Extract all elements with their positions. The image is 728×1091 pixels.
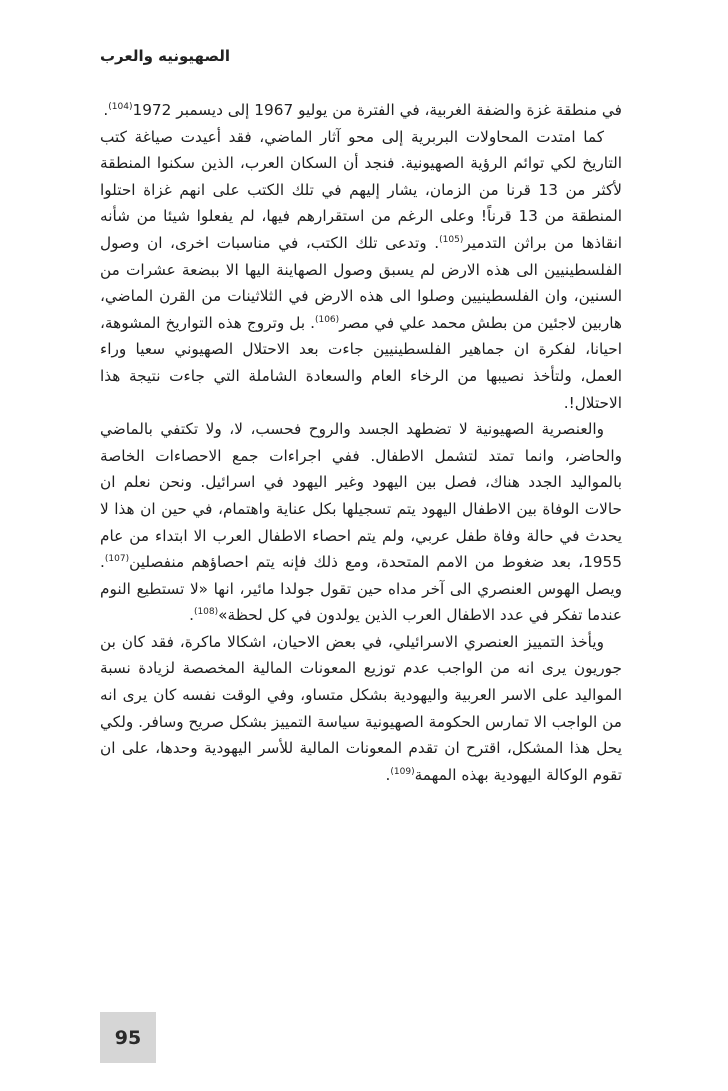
page-number-box [100,1012,156,1063]
paragraph-text: في منطقة غزة والضفة الغربية، في الفترة من يوليو 1967 إلى ديسمبر 1972 [132,101,622,119]
paragraph-text: ويأخذ التمييز العنصري الاسرائيلي، في بعض الاحيان، اشكالا ماكرة، فقد كان بن جوريون يرى انه من الواجب عدم توزيع المعونات المالية المخصصة لزيادة نسبة المواليد على الاسر العربية واليهودية بشكل متساو، وفي الوقت نفسه كان يرى انه من الواجب الا تمارس الحكومة الصهيونية سياسة التمييز بشكل صريح وسافر. ولكي يحل هذا المشكل، اقترح ان تقدم المعونات المالية للأسر اليهودية وحدها، على ان تقوم الوكالة اليهودية بهذه المهمة [100,632,622,784]
paragraph [100,97,622,124]
paragraph-text: كما امتدت المحاولات البربرية إلى محو آثار الماضي، فقد أعيدت صياغة كتب التاريخ لكي توائم الرؤية الصهيونية. فنجد أن السكان العرب، الذين سكنوا المنطقة لأكثر من 13 قرنا من الزمان، يشار إليهم في تلك الكتب على انهم غزاة احتلوا المنطقة من 13 قرناً! وعلى الرغم من استقرارهم فيها، لم يفعلوا شيئا من شأنه انقاذها من براثن التدمير [100,127,623,252]
body-text [100,97,622,788]
paragraph [100,416,622,629]
running-header: الصهيونيه والعرب [99,47,230,65]
page-number: 95 [114,1026,142,1049]
paragraph-text: والعنصرية الصهيونية لا تضطهد الجسد والروح فحسب، لا، ولا تكتفي بالماضي والحاضر، وانما تمتد لتشمل الاطفال. ففي اجراءات جمع الاحصاءات الخاصة بالمواليد الجدد هناك، فصل بين اليهود وغير اليهود في اسرائيل. ونحن نعلم ان حالات الوفاة بين الاطفال اليهود يتم تسجيلها بكل عناية واهتمام، في حين ان هذا لا يحدث في حالة وفاة طفل عربي، ولم يتم احصاء الاطفال العرب الا ابتداء من عام 1955، بعد ضغوط من الامم المتحدة، ومع ذلك فإنه يتم احصاؤهم منفصلين [100,420,622,572]
paragraph-text: . [103,101,109,119]
footnote-reference: (107) [104,554,130,564]
paragraph-text: . وتدعى تلك الكتب، في مناسبات اخرى، ان وصول الفلسطينيين الى هذه الارض لم يسبق وصول الصهاينة اليها الا ببضعة عشرات من السنين، وان الفلسطينيين وصلوا الى هذه الارض في الثلاثينات من القرن الماضي، هاربين لاجئين من بطش محمد علي في مصر [100,233,622,332]
footnote-reference: (109) [390,766,415,777]
paragraph-text: . ويصل الهوس العنصري الى آخر مداه حين تقول جولدا مائير، انها «لا تستطيع النوم عندما تفكر في عدد الاطفال العرب الذين يولدون في كل لحظة» [100,553,622,625]
paragraph-text: . [385,765,391,784]
paragraph-text: . [189,606,194,625]
footnote-reference: (105) [439,234,464,245]
footnote-reference: (108) [193,607,219,618]
footnote-reference: (106) [314,314,340,325]
paragraph [100,629,622,789]
paragraph-text: . بل وتروج هذه التواريخ المشوهة، احيانا، لفكرة ان جماهير الفلسطينيين جاءت بعد الاحتلال الصهيوني سعيا وراء العمل، ولتأخذ نصيبها من الرخاء العام والسعادة الشاملة التي جاءت نتيجة هذا الاحتلال!. [100,313,622,412]
footnote-reference: (104) [108,101,133,112]
paragraph [100,124,622,417]
